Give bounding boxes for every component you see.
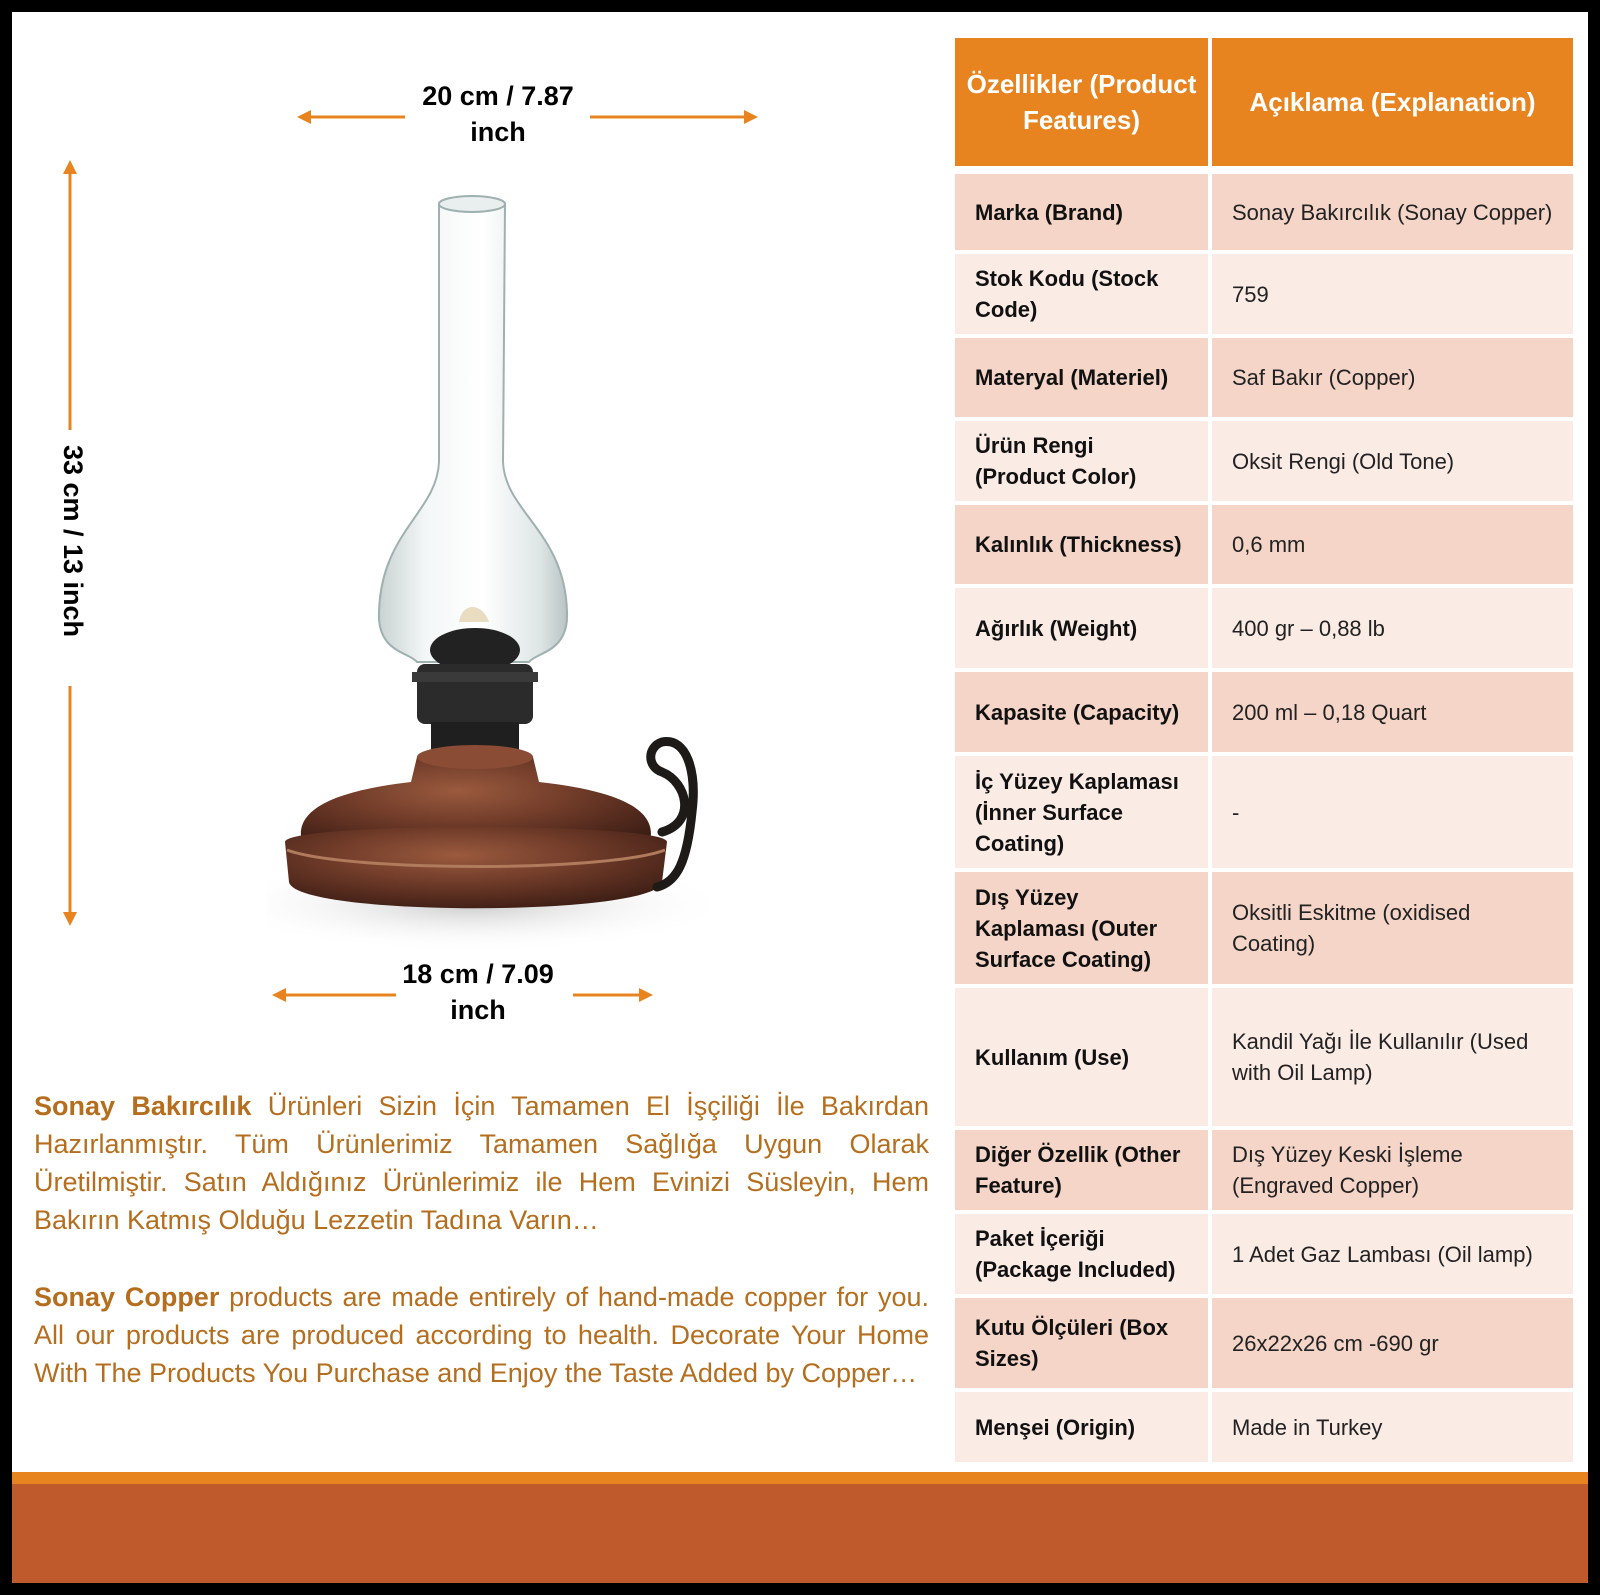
feature-cell: Marka (Brand) xyxy=(955,166,1212,250)
height-top-arrow xyxy=(60,160,80,430)
description-turkish-text: Ürünleri Sizin İçin Tamamen El İşçiliği İle Bakırdan Hazırlanmıştır. Tüm Ürünlerimiz Tamamen Sağlığa Uygun Olarak Üretilmiştir. Satın Aldığınız Ürünlerimiz ile Hem Evinizi Süsleyin, Hem Bakırın Katmış Olduğu Lezzetin Tadına Varın… xyxy=(34,1091,929,1235)
feature-cell: Kullanım (Use) xyxy=(955,984,1212,1126)
base-width-label: 18 cm / 7.09 inch xyxy=(402,959,554,1025)
value-cell: 0,6 mm xyxy=(1212,501,1573,584)
oil-lamp-image xyxy=(267,182,747,982)
feature-cell: Stok Kodu (Stock Code) xyxy=(955,250,1212,334)
value-cell: 400 gr – 0,88 lb xyxy=(1212,584,1573,668)
table-row xyxy=(955,334,1573,417)
feature-cell: Ürün Rengi (Product Color) xyxy=(955,417,1212,501)
value-cell: Made in Turkey xyxy=(1212,1388,1573,1462)
table-header-row xyxy=(955,38,1573,166)
table-row xyxy=(955,984,1573,1126)
table-row xyxy=(955,1388,1573,1462)
header-features: Özellikler (Product Features) xyxy=(955,38,1212,166)
value-cell: Oksitli Eskitme (oxidised Coating) xyxy=(1212,868,1573,984)
feature-cell: Kutu Ölçüleri (Box Sizes) xyxy=(955,1294,1212,1388)
header-explanation: Açıklama (Explanation) xyxy=(1212,38,1573,166)
feature-cell: Diğer Özellik (Other Feature) xyxy=(955,1126,1212,1210)
value-cell: Sonay Bakırcılık (Sonay Copper) xyxy=(1212,166,1573,250)
brand-english: Sonay Copper xyxy=(34,1282,220,1312)
table-row xyxy=(955,250,1573,334)
value-cell: 759 xyxy=(1212,250,1573,334)
feature-cell: Dış Yüzey Kaplaması (Outer Surface Coating) xyxy=(955,868,1212,984)
table-row xyxy=(955,417,1573,501)
brand-turkish: Sonay Bakırcılık xyxy=(34,1091,252,1121)
table-row xyxy=(955,584,1573,668)
feature-cell: Kapasite (Capacity) xyxy=(955,668,1212,752)
height-label: 33 cm / 13 inch xyxy=(58,444,88,638)
top-width-left-arrow xyxy=(297,107,407,127)
top-width-label: 20 cm / 7.87 inch xyxy=(422,81,574,147)
feature-cell: Ağırlık (Weight) xyxy=(955,584,1212,668)
value-cell: Oksit Rengi (Old Tone) xyxy=(1212,417,1573,501)
spec-table xyxy=(955,38,1573,1462)
feature-cell: Kalınlık (Thickness) xyxy=(955,501,1212,584)
feature-cell: Paket İçeriği (Package Included) xyxy=(955,1210,1212,1294)
footer-accent-line xyxy=(12,1472,1588,1484)
table-row xyxy=(955,1126,1573,1210)
value-cell: 200 ml – 0,18 Quart xyxy=(1212,668,1573,752)
table-row xyxy=(955,1294,1573,1388)
base-width-right-arrow xyxy=(573,985,653,1005)
base-width-left-arrow xyxy=(272,985,397,1005)
table-row xyxy=(955,668,1573,752)
value-cell: 1 Adet Gaz Lambası (Oil lamp) xyxy=(1212,1210,1573,1294)
product-sheet xyxy=(12,12,1588,1583)
feature-cell: İç Yüzey Kaplaması (İnner Surface Coating) xyxy=(955,752,1212,868)
description-english-text: products are made entirely of hand-made copper for you. All our products are produced according to health. Decorate Your Home With The Products You Purchase and Enjoy the Taste Added by Copper… xyxy=(34,1282,929,1388)
table-row xyxy=(955,1210,1573,1294)
description-english xyxy=(34,1278,929,1392)
value-cell: Saf Bakır (Copper) xyxy=(1212,334,1573,417)
table-row xyxy=(955,868,1573,984)
footer-band xyxy=(12,1484,1588,1583)
value-cell: - xyxy=(1212,752,1573,868)
table-row xyxy=(955,166,1573,250)
top-width-right-arrow xyxy=(590,107,760,127)
table-row xyxy=(955,501,1573,584)
table-row xyxy=(955,752,1573,868)
description-turkish xyxy=(34,1087,929,1239)
feature-cell: Menşei (Origin) xyxy=(955,1388,1212,1462)
value-cell: Dış Yüzey Keski İşleme (Engraved Copper) xyxy=(1212,1126,1573,1210)
feature-cell: Materyal (Materiel) xyxy=(955,334,1212,417)
value-cell: 26x22x26 cm -690 gr xyxy=(1212,1294,1573,1388)
height-bottom-arrow xyxy=(60,686,80,926)
value-cell: Kandil Yağı İle Kullanılır (Used with Oil Lamp) xyxy=(1212,984,1573,1126)
